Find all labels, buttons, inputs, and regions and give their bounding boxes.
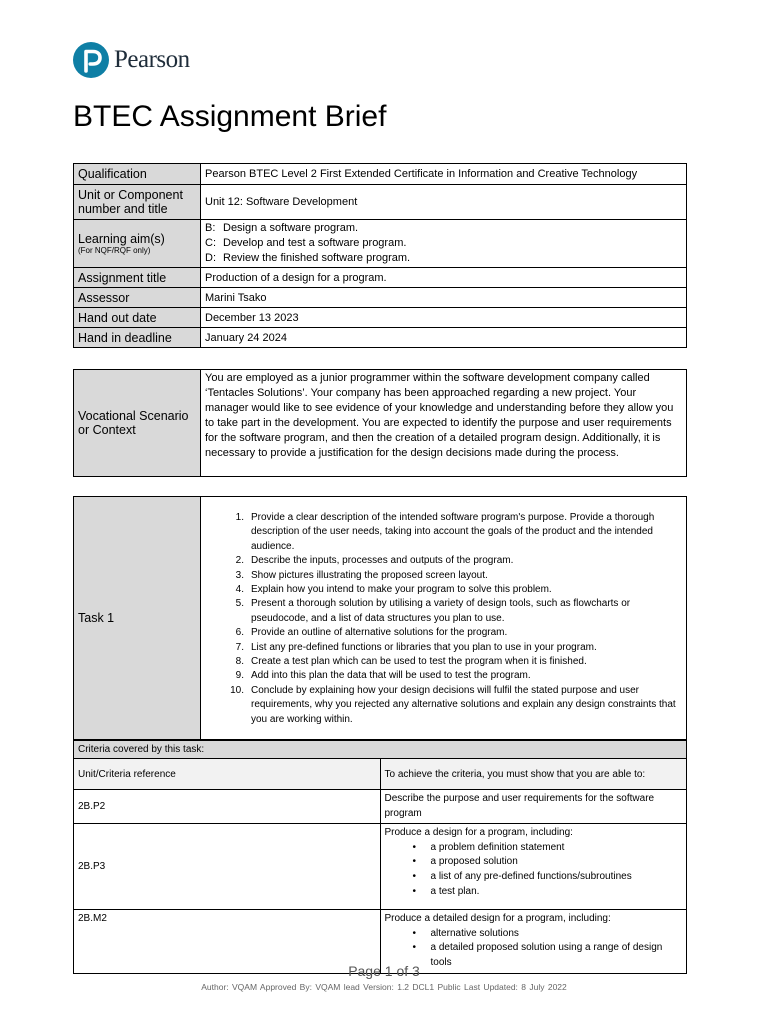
task-table bbox=[73, 496, 687, 740]
assignment-title-row bbox=[74, 268, 687, 288]
document-metadata: Author: VQAM Approved By: VQAM lead Version: 1.2 DCL1 Public Last Updated: 8 July 2022 bbox=[201, 982, 567, 992]
brand-name: Pearson bbox=[114, 46, 190, 73]
ref-column-header: Unit/Criteria reference bbox=[74, 759, 381, 790]
qualification-row bbox=[74, 164, 687, 185]
item-text: List any pre-defined functions or libraries that you plan to use in your program. bbox=[251, 641, 597, 653]
unit-value: Unit 12: Software Development bbox=[201, 185, 687, 220]
scenario-label: Vocational Scenario or Context bbox=[74, 370, 201, 477]
criteria-ref: 2B.P3 bbox=[74, 824, 381, 910]
list-item bbox=[235, 641, 676, 655]
item-text: Provide a clear description of the intended software program's purpose. Provide a thorough description of the user needs, taking into account the goals of the product and the intended audience. bbox=[251, 512, 655, 552]
pearson-logo bbox=[73, 42, 190, 78]
page-number: Page 1 of 3 bbox=[348, 963, 420, 979]
criteria-header-row bbox=[74, 759, 687, 790]
pearson-p-icon bbox=[73, 42, 109, 78]
hand-out-row bbox=[74, 308, 687, 328]
task-row bbox=[74, 497, 687, 740]
task-content bbox=[201, 497, 687, 740]
list-item bbox=[205, 251, 682, 266]
unit-row bbox=[74, 185, 687, 220]
learning-aims-value bbox=[201, 220, 687, 268]
scenario-table bbox=[73, 369, 687, 477]
scenario-text: You are employed as a junior programmer within the software development company called ‘Tentacles Solutions’. Your company has been approached regarding a new project. Your manager would like to see evidence of your knowledge and understanding before they allow you to take part in the development. You are expected to identify the purpose and user requirements for the software program, and then the creation of a detailed program design. Additionally, it is necessary to provide a justification for the design decisions made during the process. bbox=[201, 370, 687, 477]
qualification-label: Qualification bbox=[74, 164, 201, 185]
learning-aims-label bbox=[74, 220, 201, 268]
aim-letter: B: bbox=[205, 222, 216, 234]
item-text: Provide an outline of alternative solutions for the program. bbox=[251, 627, 508, 639]
item-number: 3. bbox=[235, 569, 244, 581]
list-item bbox=[235, 511, 676, 554]
deadline-label: Hand in deadline bbox=[74, 328, 201, 348]
hand-out-label: Hand out date bbox=[74, 308, 201, 328]
list-item: • a test plan. bbox=[413, 885, 683, 900]
learning-aims-title: Learning aim(s) bbox=[78, 232, 165, 246]
task-list bbox=[211, 511, 676, 727]
item-text: Create a test plan which can be used to test the program when it is finished. bbox=[251, 656, 587, 668]
item-text: Explain how you intend to make your program to solve this problem. bbox=[251, 584, 552, 596]
item-number: 6. bbox=[235, 627, 244, 639]
item-number: 7. bbox=[235, 641, 244, 653]
criteria-heading: Criteria covered by this task: bbox=[74, 741, 687, 759]
list-item bbox=[235, 554, 676, 568]
list-item: • a list of any pre-defined functions/subroutines bbox=[413, 870, 683, 885]
qualification-value: Pearson BTEC Level 2 First Extended Certificate in Information and Creative Technology bbox=[201, 164, 687, 185]
aim-text: Develop and test a software program. bbox=[223, 237, 407, 249]
list-item bbox=[235, 569, 676, 583]
item-number: 1. bbox=[235, 512, 244, 523]
task-label: Task 1 bbox=[74, 497, 201, 740]
deadline-value: January 24 2024 bbox=[201, 328, 687, 348]
list-item bbox=[235, 583, 676, 597]
item-text: Add into this plan the data that will be used to test the program. bbox=[251, 670, 531, 682]
criteria-ref: 2B.P2 bbox=[74, 790, 381, 824]
desc-column-header: To achieve the criteria, you must show that you are able to: bbox=[380, 759, 687, 790]
hand-out-value: December 13 2023 bbox=[201, 308, 687, 328]
learning-aims-list bbox=[205, 221, 682, 266]
aim-letter: C: bbox=[205, 237, 216, 249]
unit-label: Unit or Component number and title bbox=[74, 185, 201, 220]
assignment-info-table bbox=[73, 163, 687, 348]
item-number: 9. bbox=[235, 670, 244, 682]
item-number: 2. bbox=[235, 555, 244, 567]
assignment-title-value: Production of a design for a program. bbox=[201, 268, 687, 288]
criteria-intro: Produce a design for a program, including: bbox=[384, 827, 573, 839]
list-item: • alternative solutions bbox=[413, 927, 683, 942]
deadline-row bbox=[74, 328, 687, 348]
item-text: Describe the inputs, processes and outputs of the program. bbox=[251, 555, 514, 567]
item-number: 10. bbox=[230, 684, 244, 696]
item-text: Conclude by explaining how your design decisions will fulfil the stated purpose and user requirements, why you rejected any alternative solutions and explain any design constraints that you are working within. bbox=[251, 684, 676, 725]
scenario-row bbox=[74, 370, 687, 477]
criteria-heading-row bbox=[74, 741, 687, 759]
page-title: BTEC Assignment Brief bbox=[73, 100, 387, 133]
table-row bbox=[74, 790, 687, 824]
aim-letter: D: bbox=[205, 252, 216, 264]
item-number: 4. bbox=[235, 584, 244, 596]
list-item bbox=[235, 669, 676, 683]
aim-text: Review the finished software program. bbox=[223, 252, 411, 264]
table-row bbox=[74, 824, 687, 910]
list-item bbox=[205, 221, 682, 236]
list-item: • a problem definition statement bbox=[413, 841, 683, 856]
assignment-title-label: Assignment title bbox=[74, 268, 201, 288]
list-item bbox=[230, 684, 676, 727]
criteria-table bbox=[73, 740, 687, 974]
list-item: • a detailed proposed solution using a range of design tools bbox=[413, 941, 683, 970]
learning-aims-row bbox=[74, 220, 687, 268]
item-text: Show pictures illustrating the proposed screen layout. bbox=[251, 569, 488, 581]
assessor-row bbox=[74, 288, 687, 308]
assessor-label: Assessor bbox=[74, 288, 201, 308]
item-number: 5. bbox=[235, 598, 244, 610]
item-text: Present a thorough solution by utilising a variety of design tools, such as flowcharts or pseudocode, and a list of data structures you plan to use. bbox=[251, 598, 631, 624]
item-number: 8. bbox=[235, 656, 244, 668]
criteria-ref: 2B.M2 bbox=[74, 910, 381, 973]
criteria-intro: Produce a detailed design for a program, including: bbox=[384, 913, 611, 925]
assessor-value: Marini Tsako bbox=[201, 288, 687, 308]
list-item bbox=[235, 597, 676, 626]
list-item bbox=[235, 626, 676, 640]
learning-aims-note: (For NQF/RQF only) bbox=[78, 246, 151, 255]
list-item bbox=[235, 655, 676, 669]
list-item bbox=[205, 236, 682, 251]
criteria-bullets bbox=[385, 841, 683, 899]
list-item: • a proposed solution bbox=[413, 855, 683, 870]
aim-text: Design a software program. bbox=[223, 222, 359, 234]
criteria-desc bbox=[380, 824, 687, 910]
criteria-desc: Describe the purpose and user requirements for the software program bbox=[380, 790, 687, 824]
